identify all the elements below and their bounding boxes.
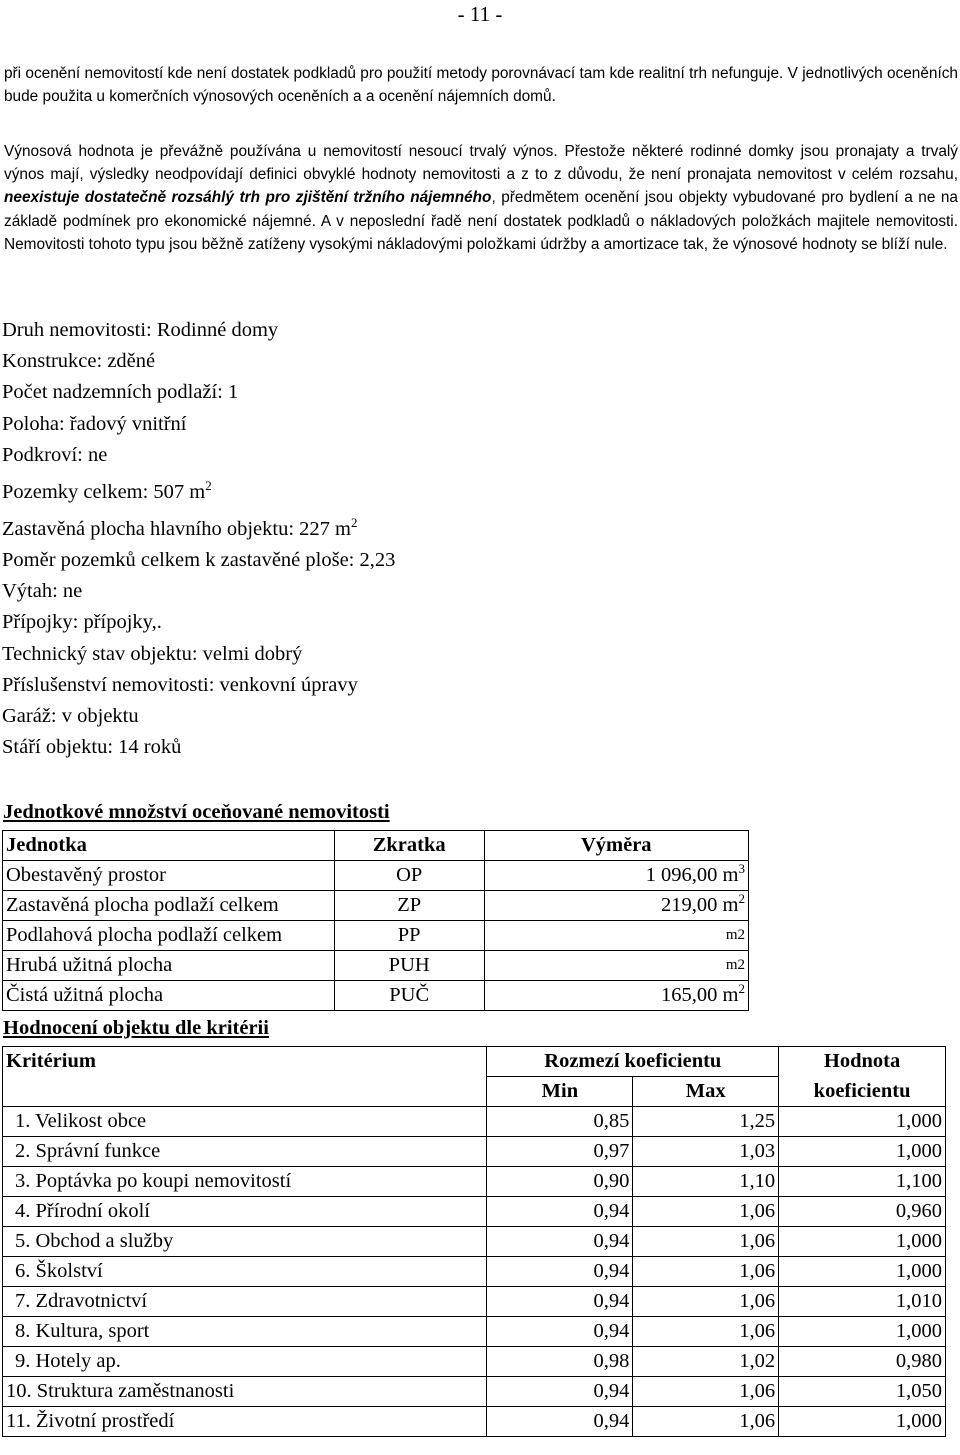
criterion-value: 1,050 (779, 1377, 946, 1407)
table-row (3, 981, 749, 1011)
unit-name: Podlahová plocha podlaží celkem (3, 921, 335, 951)
header-criterion: Kritérium (3, 1047, 487, 1107)
criterion-value: 1,000 (779, 1257, 946, 1287)
unit-abbr: PP (334, 921, 484, 951)
unit-value: m2 (484, 921, 748, 951)
unit-name: Čistá užitná plocha (3, 981, 335, 1011)
header-value-line2: koeficientu (779, 1077, 946, 1107)
table-row (3, 1107, 946, 1137)
criterion-min: 0,94 (487, 1287, 633, 1317)
criterion-name: 11. Životní prostředí (3, 1407, 487, 1437)
unit-name: Hrubá užitná plocha (3, 951, 335, 981)
unit-abbr: PUČ (334, 981, 484, 1011)
property-item: Poloha: řadový vnitřní (2, 412, 187, 435)
criterion-min: 0,94 (487, 1257, 633, 1287)
unit-value (484, 861, 748, 891)
criterion-max: 1,06 (633, 1317, 779, 1347)
criterion-name: 2. Správní funkce (3, 1137, 487, 1167)
unit-value (484, 891, 748, 921)
superscript: 2 (350, 515, 358, 531)
page-number: - 11 - (457, 2, 503, 26)
unit-name: Zastavěná plocha podlaží celkem (3, 891, 335, 921)
criterion-value: 0,980 (779, 1347, 946, 1377)
property-item (2, 471, 395, 508)
superscript: 2 (738, 891, 745, 907)
criterion-max: 1,03 (633, 1137, 779, 1167)
table-row (3, 1227, 946, 1257)
criterion-min: 0,90 (487, 1167, 633, 1197)
table-row (3, 1347, 946, 1377)
table-row (3, 1317, 946, 1347)
unit-value (484, 981, 748, 1011)
criterion-value: 1,000 (779, 1227, 946, 1257)
property-item: Stáří objektu: 14 roků (2, 736, 182, 759)
criterion-value: 0,960 (779, 1197, 946, 1227)
unit-abbr: PUH (334, 951, 484, 981)
criterion-max: 1,06 (633, 1377, 779, 1407)
value-text: 1 096,00 m (645, 864, 739, 886)
criterion-max: 1,06 (633, 1257, 779, 1287)
value-text: 219,00 m (661, 894, 739, 916)
criterion-name: 7. Zdravotnictví (3, 1287, 487, 1317)
table-row (3, 921, 749, 951)
units-section-title: Jednotkové množství oceňované nemovitosti (3, 801, 390, 823)
criterion-min: 0,94 (487, 1377, 633, 1407)
criterion-value: 1,000 (779, 1137, 946, 1167)
criterion-min: 0,94 (487, 1197, 633, 1227)
superscript: 2 (738, 981, 745, 997)
criterion-value: 1,010 (779, 1287, 946, 1317)
criterion-name: 8. Kultura, sport (3, 1317, 487, 1347)
criterion-max: 1,06 (633, 1197, 779, 1227)
criterion-max: 1,06 (633, 1227, 779, 1257)
criterion-name: 5. Obchod a služby (3, 1227, 487, 1257)
property-item: Podkroví: ne (2, 443, 108, 466)
header-min: Min (487, 1077, 633, 1107)
unit-abbr: OP (334, 861, 484, 891)
superscript: 2 (205, 478, 212, 494)
criterion-min: 0,94 (487, 1317, 633, 1347)
criterion-min: 0,97 (487, 1137, 633, 1167)
criterion-name: 6. Školství (3, 1257, 487, 1287)
table-header-row (3, 1047, 946, 1077)
property-text: Zastavěná plocha hlavního objektu: 227 m (2, 517, 351, 540)
unit-value: m2 (484, 951, 748, 981)
criterion-max: 1,25 (633, 1107, 779, 1137)
property-item: Druh nemovitosti: Rodinné domy (2, 319, 279, 341)
paragraph-text-part1: Výnosová hodnota je převážně používána u nemovitostí nesoucí trvalý výnos. Přestože některé rodinné domky jsou pronajaty a trvalý výnos mají, výsledky neodpovídají definici obvyklé hodnoty nemovitosti a z to z důvodu, že není pronajata nemovitost v celém rozsahu, (4, 143, 958, 184)
intro-paragraph: při ocenění nemovitostí kde není dostatek podkladů pro použití metody porovnávací tam kde realitní trh nefunguje. V jednotlivých oceněních bude použita u komerčních výnosových oceněních a a ocenění nájemních domů. (4, 65, 958, 106)
income-value-paragraph (4, 140, 958, 256)
criterion-name: 10. Struktura zaměstnanosti (3, 1377, 487, 1407)
table-row (3, 1257, 946, 1287)
criterion-name: 3. Poptávka po koupi nemovitostí (3, 1167, 487, 1197)
criterion-min: 0,85 (487, 1107, 633, 1137)
property-item: Příslušenství nemovitosti: venkovní úpravy (2, 673, 358, 696)
criterion-max: 1,06 (633, 1407, 779, 1437)
header-value-line1: Hodnota (779, 1047, 946, 1077)
property-text: Pozemky celkem: 507 m (2, 480, 206, 503)
criterion-min: 0,98 (487, 1347, 633, 1377)
units-table (2, 830, 749, 1011)
table-row (3, 891, 749, 921)
property-item: Technický stav objektu: velmi dobrý (2, 642, 303, 665)
criterion-value: 1,000 (779, 1107, 946, 1137)
property-item: Poměr pozemků celkem k zastavěné ploše: 2,23 (2, 548, 396, 571)
property-item: Přípojky: přípojky,. (2, 611, 162, 634)
criterion-max: 1,06 (633, 1287, 779, 1317)
criterion-name: 4. Přírodní okolí (3, 1197, 487, 1227)
criterion-min: 0,94 (487, 1407, 633, 1437)
header-max: Max (633, 1077, 779, 1107)
superscript: 3 (738, 861, 745, 877)
table-row (3, 1377, 946, 1407)
table-row (3, 1197, 946, 1227)
criteria-section-title: Hodnocení objektu dle kritérii (3, 1017, 269, 1039)
unit-name: Obestavěný prostor (3, 861, 335, 891)
property-item: Konstrukce: zděné (2, 350, 156, 373)
header-unit: Jednotka (3, 831, 335, 861)
criterion-name: 1. Velikost obce (3, 1107, 487, 1137)
property-item: Garáž: v objektu (2, 704, 139, 727)
criterion-name: 9. Hotely ap. (3, 1347, 487, 1377)
criterion-value: 1,000 (779, 1407, 946, 1437)
value-text: 165,00 m (661, 984, 739, 1006)
header-area: Výměra (484, 831, 748, 861)
property-list (2, 315, 395, 763)
property-item (2, 508, 395, 545)
property-item: Počet nadzemních podlaží: 1 (2, 381, 239, 404)
criterion-max: 1,10 (633, 1167, 779, 1197)
property-item: Výtah: ne (2, 580, 83, 603)
criterion-max: 1,02 (633, 1347, 779, 1377)
table-row (3, 1407, 946, 1437)
header-range: Rozmezí koeficientu (487, 1047, 779, 1077)
table-row (3, 1137, 946, 1167)
table-header-row (3, 831, 749, 861)
criteria-table (2, 1046, 946, 1437)
criterion-value: 1,100 (779, 1167, 946, 1197)
table-row (3, 861, 749, 891)
criterion-value: 1,000 (779, 1317, 946, 1347)
table-row (3, 1287, 946, 1317)
criterion-min: 0,94 (487, 1227, 633, 1257)
header-abbr: Zkratka (334, 831, 484, 861)
paragraph-text-part2: , předmětem ocenění jsou objekty vybudované pro bydlení a ne na základě podmínek pro ekonomické nájemné. A v neposlední řadě není dostatek podkladů o nákladových položkách majitele nemovitosti. Nemovitosti tohoto typu jsou běžně zatíženy vysokými nákladovými položkami údržby a amortizace tak, že výnosové hodnoty se blíží nule. (4, 189, 958, 253)
table-row (3, 1167, 946, 1197)
table-row (3, 951, 749, 981)
paragraph-emphasis: neexistuje dostatečně rozsáhlý trh pro zjištění tržního nájemného (4, 189, 492, 207)
unit-abbr: ZP (334, 891, 484, 921)
